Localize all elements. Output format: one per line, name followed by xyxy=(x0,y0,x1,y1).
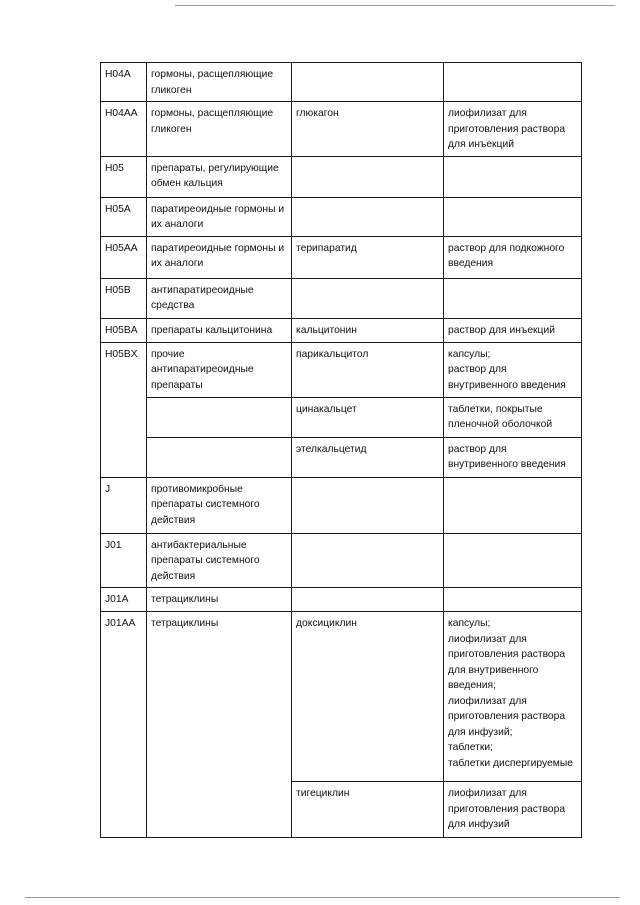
drug-name xyxy=(292,588,444,612)
atc-group: гормоны, расщепляющие гликоген xyxy=(147,63,292,102)
atc-group xyxy=(147,397,292,437)
dosage-form xyxy=(444,278,582,318)
drug-name xyxy=(292,533,444,588)
atc-group: препараты, регулирующие обмен кальция xyxy=(147,156,292,197)
atc-code: H05AA xyxy=(101,236,147,278)
atc-code: H05A xyxy=(101,197,147,236)
dosage-form xyxy=(444,477,582,533)
drug-name xyxy=(292,63,444,102)
table-row xyxy=(101,197,582,236)
dosage-form: капсулы; раствор для внутривенного введения xyxy=(444,342,582,397)
drug-name: кальцитонин xyxy=(292,318,444,342)
atc-group: тетрациклины xyxy=(147,612,292,838)
atc-code: J01 xyxy=(101,533,147,588)
atc-group: прочие антипаратиреоидные препараты xyxy=(147,342,292,397)
atc-group: паратиреоидные гормоны и их аналоги xyxy=(147,197,292,236)
table-row xyxy=(101,397,582,437)
atc-group: препараты кальцитонина xyxy=(147,318,292,342)
dosage-form: раствор для подкожного введения xyxy=(444,236,582,278)
dosage-form: капсулы; лиофилизат для приготовления раствора для внутривенного введения; лиофилизат для приготовления раствора для инфузий; таблетки; таблетки диспергируемые xyxy=(444,612,582,782)
table-row xyxy=(101,588,582,612)
table-row xyxy=(101,318,582,342)
drug-name: глюкагон xyxy=(292,102,444,157)
atc-group: противомикробные препараты системного действия xyxy=(147,477,292,533)
table-row xyxy=(101,612,582,782)
table-row xyxy=(101,63,582,102)
bottom-scan-line xyxy=(25,897,620,898)
dosage-form: лиофилизат для приготовления раствора для инфузий xyxy=(444,782,582,838)
dosage-form xyxy=(444,533,582,588)
table-row xyxy=(101,437,582,477)
atc-group: антипаратиреоидные средства xyxy=(147,278,292,318)
dosage-form xyxy=(444,588,582,612)
table-row xyxy=(101,477,582,533)
atc-code: J xyxy=(101,477,147,533)
atc-code: H05BA xyxy=(101,318,147,342)
drug-name: парикальцитол xyxy=(292,342,444,397)
drug-name xyxy=(292,197,444,236)
drug-name xyxy=(292,156,444,197)
atc-group: тетрациклины xyxy=(147,588,292,612)
drug-name: доксициклин xyxy=(292,612,444,782)
top-scan-line xyxy=(175,5,615,6)
drug-name: терипаратид xyxy=(292,236,444,278)
atc-code: H04A xyxy=(101,63,147,102)
atc-code: H04AA xyxy=(101,102,147,157)
table-row xyxy=(101,102,582,157)
table-row xyxy=(101,278,582,318)
dosage-form xyxy=(444,63,582,102)
atc-code: H05BX xyxy=(101,342,147,477)
atc-group: паратиреоидные гормоны и их аналоги xyxy=(147,236,292,278)
drug-name xyxy=(292,477,444,533)
medication-table xyxy=(100,62,582,838)
dosage-form: таблетки, покрытые пленочной оболочкой xyxy=(444,397,582,437)
table-row xyxy=(101,533,582,588)
dosage-form: раствор для инъекций xyxy=(444,318,582,342)
atc-code: J01A xyxy=(101,588,147,612)
atc-code: J01AA xyxy=(101,612,147,838)
atc-group xyxy=(147,437,292,477)
drug-name xyxy=(292,278,444,318)
dosage-form: лиофилизат для приготовления раствора для инъекций xyxy=(444,102,582,157)
dosage-form: раствор для внутривенного введения xyxy=(444,437,582,477)
table-row xyxy=(101,342,582,397)
dosage-form xyxy=(444,197,582,236)
table-row xyxy=(101,236,582,278)
dosage-form xyxy=(444,156,582,197)
atc-code: H05 xyxy=(101,156,147,197)
table-row xyxy=(101,156,582,197)
drug-name: этелкальцетид xyxy=(292,437,444,477)
drug-name: цинакальцет xyxy=(292,397,444,437)
atc-code: H05B xyxy=(101,278,147,318)
drug-name: тигециклин xyxy=(292,782,444,838)
atc-group: антибактериальные препараты системного действия xyxy=(147,533,292,588)
atc-group: гормоны, расщепляющие гликоген xyxy=(147,102,292,157)
